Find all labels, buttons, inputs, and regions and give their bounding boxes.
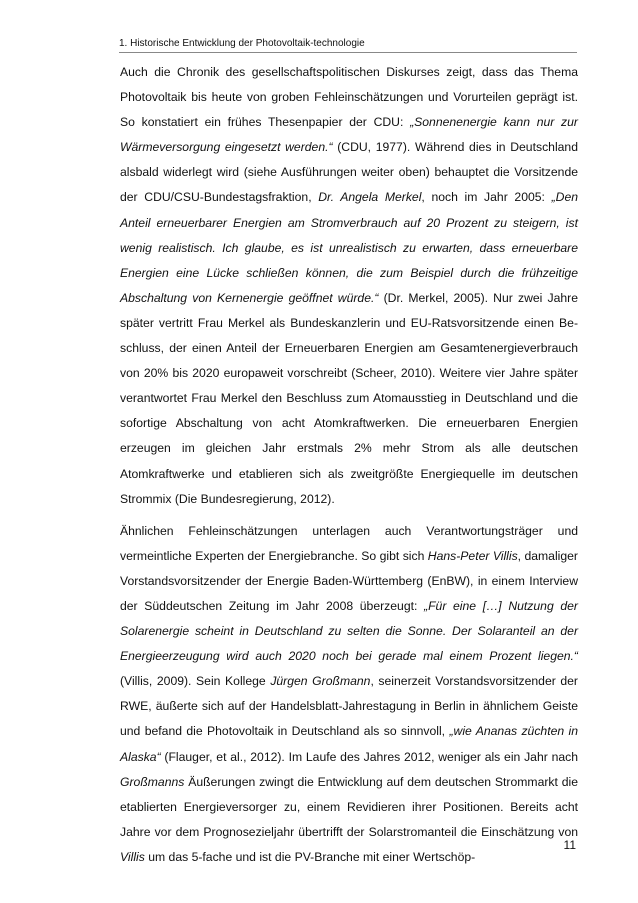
- page-number: 11: [563, 838, 576, 852]
- text-run: (CDU, 1977). Während dies in Deutschland alsbald widerlegt wird (siehe Ausführungen weiter oben) behauptet die Vorsitzende der CDU/CSU-Bundestagsfraktion,: [120, 140, 578, 205]
- paragraph-2: [120, 519, 578, 870]
- text-run: , damaliger Vorstandsvorsitzender der Energie Baden-Württemberg (EnBW), in einem Interview der Süddeutschen Zeitung im Jahr 2008 überzeugt:: [120, 548, 578, 613]
- quote-villis: „Für eine […] Nutzung der Solarenergie scheint in Deutschland zu selten die Sonne. Der Solaranteil an der Energieerzeugung wird auch 2020 noch bei gerade mal einem Prozent liegen.“: [120, 598, 578, 664]
- text-run: (Dr. Merkel, 2005). Nur zwei Jahre später vertritt Frau Merkel als Bundeskanzlerin und EU-Ratsvorsitzende einen Beschluss, der einen Anteil der Erneuerbaren Energien am Gesamtenergieverbrauch von 20% bis 2020 europaweit vorschreibt (Scheer, 2010). Weitere vier Jahre später verantwortet Frau Merkel den Beschluss zum Atomausstieg in Deutschland und die sofortige Abschaltung von acht Atomkraftwerken. Die erneuerbaren Energien erzeugen im gleichen Jahr erstmals 2% mehr Strom als alle deutschen Atomkraftwerke und etablieren sich als zweitgrößte Energiequelle im deutschen Strommix (Die Bundesregierung, 2012).: [120, 290, 578, 506]
- running-header: 1. Historische Entwicklung der Photovoltaik-technologie: [119, 38, 577, 53]
- name-villis-2: Villis: [120, 849, 145, 864]
- text-run: Ähnlichen Fehleinschätzungen unterlagen auch Verantwortungsträger und vermeintliche Experten der Energiebranche. So gibt sich: [120, 523, 578, 563]
- text-run: um das 5-fache und ist die PV-Branche mit einer Wertschöp-: [144, 849, 476, 864]
- quote-cdu: „Sonnenenergie kann nur zur Wärmeversorgung eingesetzt werden.“: [120, 115, 578, 155]
- text-run: Auch die Chronik des gesellschaftspolitischen Diskurses zeigt, dass das Thema Photovoltaik bis heute von groben Fehleinschätzungen und Vorurteilen geprägt ist. So konstatiert ein frühes Thesenpapier der CDU:: [120, 65, 578, 130]
- name-merkel: Dr. Angela Merkel: [318, 190, 422, 205]
- name-villis: Hans-Peter Villis: [427, 548, 518, 563]
- text-run: , noch im Jahr 2005:: [421, 190, 552, 205]
- text-run: , seinerzeit Vorstandsvorsitzender der RWE, äußerte sich auf der Handelsblatt-Jahrestagung in Berlin in ähnlichem Geiste und befand die Photovoltaik in Deutschland als so sinnvoll,: [120, 674, 578, 739]
- name-grossmanns: Großmanns: [120, 774, 185, 789]
- text-run: (Flauger, et al., 2012). Im Laufe des Jahres 2012, weniger als ein Jahr nach: [160, 749, 578, 764]
- body-text: [120, 60, 578, 877]
- paragraph-1: [120, 60, 578, 512]
- quote-grossmann: „wie Ananas züchten in Alaska“: [120, 724, 579, 764]
- name-grossmann: Jürgen Großmann: [270, 674, 371, 689]
- text-run: Äußerungen zwingt die Entwicklung auf dem deutschen Strommarkt die etablierten Energieversorger zu, einem Revidieren ihrer Positionen. Bereits acht Jahre vor dem Prognosezieljahr übertrifft der Solarstromanteil die Einschätzung von: [120, 774, 578, 839]
- quote-merkel: „Den Anteil erneuerbarer Energien am Stromverbrauch auf 20 Prozent zu steigern, ist wenig realistisch. Ich glaube, es ist unrealistisch zu erwarten, dass erneuerbare Energien eine Lücke schließen können, die zum Beispiel durch die frühzeitige Abschaltung von Kernenergie geöffnet würde.“: [120, 190, 578, 305]
- text-run: (Villis, 2009). Sein Kollege: [120, 674, 271, 689]
